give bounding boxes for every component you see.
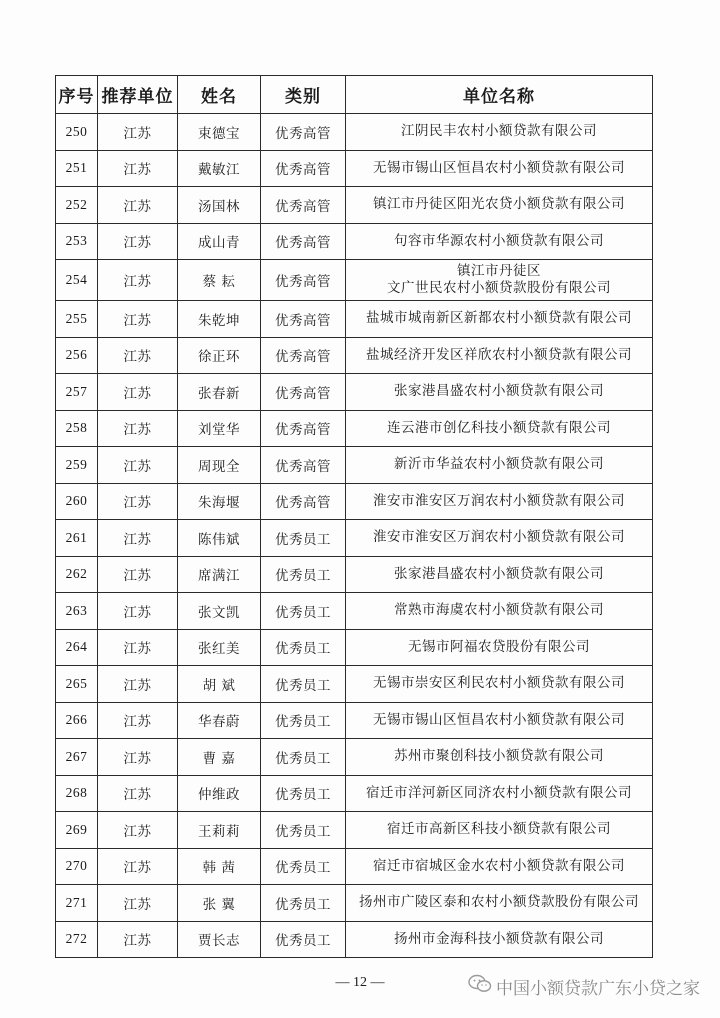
cell-name: 张春新	[178, 374, 261, 411]
cell-number: 251	[56, 150, 98, 187]
cell-category: 优秀员工	[261, 629, 346, 666]
cell-number: 252	[56, 187, 98, 224]
cell-unit-name: 无锡市阿福农贷股份有限公司	[346, 629, 653, 666]
table-row	[56, 702, 653, 739]
recipient-table	[55, 75, 653, 958]
cell-name: 汤国林	[178, 187, 261, 224]
cell-number: 256	[56, 337, 98, 374]
table-row	[56, 812, 653, 849]
cell-recommending-unit: 江苏	[98, 593, 178, 630]
cell-unit-name: 扬州市广陵区泰和农村小额贷款股份有限公司	[346, 885, 653, 922]
cell-unit-name: 连云港市创亿科技小额贷款有限公司	[346, 410, 653, 447]
header-number: 序号	[56, 76, 98, 114]
cell-recommending-unit: 江苏	[98, 337, 178, 374]
table-row	[56, 447, 653, 484]
table-row	[56, 483, 653, 520]
cell-recommending-unit: 江苏	[98, 666, 178, 703]
cell-recommending-unit: 江苏	[98, 775, 178, 812]
cell-number: 265	[56, 666, 98, 703]
cell-name: 张 翼	[178, 885, 261, 922]
watermark	[468, 974, 700, 999]
cell-unit-name: 句容市华源农村小额贷款有限公司	[346, 223, 653, 260]
cell-recommending-unit: 江苏	[98, 848, 178, 885]
cell-number: 264	[56, 629, 98, 666]
header-name: 姓名	[178, 76, 261, 114]
cell-unit-name: 宿迁市高新区科技小额贷款有限公司	[346, 812, 653, 849]
cell-unit-name: 新沂市华益农村小额贷款有限公司	[346, 447, 653, 484]
table-row	[56, 187, 653, 224]
cell-category: 优秀员工	[261, 556, 346, 593]
cell-unit-name: 常熟市海虞农村小额贷款有限公司	[346, 593, 653, 630]
cell-category: 优秀高管	[261, 260, 346, 301]
cell-unit-name: 宿迁市宿城区金水农村小额贷款有限公司	[346, 848, 653, 885]
cell-unit-name: 苏州市聚创科技小额贷款有限公司	[346, 739, 653, 776]
cell-recommending-unit: 江苏	[98, 629, 178, 666]
cell-name: 仲维政	[178, 775, 261, 812]
unit-name-line-1: 镇江市丹徒区	[457, 263, 541, 279]
cell-recommending-unit: 江苏	[98, 702, 178, 739]
cell-unit-name: 淮安市淮安区万润农村小额贷款有限公司	[346, 483, 653, 520]
page-number: — 12 —	[335, 975, 385, 990]
cell-category: 优秀高管	[261, 301, 346, 338]
cell-unit-name	[346, 260, 653, 301]
cell-category: 优秀高管	[261, 150, 346, 187]
cell-name: 王莉莉	[178, 812, 261, 849]
cell-name: 徐正环	[178, 337, 261, 374]
cell-name: 韩 茜	[178, 848, 261, 885]
cell-unit-name: 扬州市金海科技小额贷款有限公司	[346, 921, 653, 958]
cell-category: 优秀员工	[261, 812, 346, 849]
table-row	[56, 301, 653, 338]
cell-number: 261	[56, 520, 98, 557]
cell-category: 优秀员工	[261, 885, 346, 922]
cell-number: 263	[56, 593, 98, 630]
cell-unit-name: 宿迁市洋河新区同济农村小额贷款有限公司	[346, 775, 653, 812]
cell-number: 266	[56, 702, 98, 739]
cell-number: 269	[56, 812, 98, 849]
table-row	[56, 223, 653, 260]
table-row	[56, 885, 653, 922]
table-row	[56, 848, 653, 885]
table-row	[56, 921, 653, 958]
cell-name: 华春蔚	[178, 702, 261, 739]
cell-number: 262	[56, 556, 98, 593]
cell-number: 257	[56, 374, 98, 411]
table-row	[56, 739, 653, 776]
cell-category: 优秀高管	[261, 447, 346, 484]
table-row	[56, 114, 653, 151]
cell-recommending-unit: 江苏	[98, 260, 178, 301]
cell-category: 优秀高管	[261, 410, 346, 447]
cell-recommending-unit: 江苏	[98, 885, 178, 922]
cell-unit-name: 无锡市锡山区恒昌农村小额贷款有限公司	[346, 150, 653, 187]
cell-recommending-unit: 江苏	[98, 447, 178, 484]
cell-name: 蔡 耘	[178, 260, 261, 301]
cell-number: 258	[56, 410, 98, 447]
cell-name: 曹 嘉	[178, 739, 261, 776]
cell-name: 胡 斌	[178, 666, 261, 703]
cell-name: 刘堂华	[178, 410, 261, 447]
cell-unit-name: 盐城市城南新区新都农村小额贷款有限公司	[346, 301, 653, 338]
cell-category: 优秀员工	[261, 702, 346, 739]
table-row	[56, 337, 653, 374]
cell-category: 优秀高管	[261, 374, 346, 411]
cell-recommending-unit: 江苏	[98, 921, 178, 958]
cell-recommending-unit: 江苏	[98, 812, 178, 849]
cell-number: 272	[56, 921, 98, 958]
table-row	[56, 150, 653, 187]
cell-number: 254	[56, 260, 98, 301]
cell-recommending-unit: 江苏	[98, 410, 178, 447]
table-row	[56, 666, 653, 703]
cell-unit-name: 盐城经济开发区祥欣农村小额贷款有限公司	[346, 337, 653, 374]
cell-category: 优秀高管	[261, 483, 346, 520]
cell-recommending-unit: 江苏	[98, 301, 178, 338]
header-unit-name: 单位名称	[346, 76, 653, 114]
table-row	[56, 593, 653, 630]
table-row	[56, 260, 653, 301]
cell-unit-name: 张家港昌盛农村小额贷款有限公司	[346, 374, 653, 411]
table-row	[56, 520, 653, 557]
cell-unit-name: 淮安市淮安区万润农村小额贷款有限公司	[346, 520, 653, 557]
wechat-icon	[468, 974, 492, 999]
header-recommending-unit: 推荐单位	[98, 76, 178, 114]
unit-name-line-2: 文广世民农村小额贷款股份有限公司	[387, 280, 611, 296]
table-header-row	[56, 76, 653, 114]
cell-recommending-unit: 江苏	[98, 739, 178, 776]
cell-name: 朱海堰	[178, 483, 261, 520]
cell-number: 260	[56, 483, 98, 520]
cell-category: 优秀员工	[261, 848, 346, 885]
cell-recommending-unit: 江苏	[98, 150, 178, 187]
cell-unit-name: 镇江市丹徒区阳光农贷小额贷款有限公司	[346, 187, 653, 224]
cell-name: 陈伟斌	[178, 520, 261, 557]
cell-number: 268	[56, 775, 98, 812]
cell-number: 270	[56, 848, 98, 885]
cell-category: 优秀员工	[261, 775, 346, 812]
cell-number: 253	[56, 223, 98, 260]
cell-unit-name: 张家港昌盛农村小额贷款有限公司	[346, 556, 653, 593]
cell-recommending-unit: 江苏	[98, 187, 178, 224]
cell-name: 束德宝	[178, 114, 261, 151]
cell-category: 优秀高管	[261, 187, 346, 224]
cell-name: 周现全	[178, 447, 261, 484]
cell-category: 优秀高管	[261, 223, 346, 260]
cell-number: 255	[56, 301, 98, 338]
table-row	[56, 374, 653, 411]
cell-unit-name: 无锡市锡山区恒昌农村小额贷款有限公司	[346, 702, 653, 739]
cell-category: 优秀高管	[261, 114, 346, 151]
cell-category: 优秀高管	[261, 337, 346, 374]
cell-recommending-unit: 江苏	[98, 114, 178, 151]
cell-category: 优秀员工	[261, 739, 346, 776]
table-row	[56, 410, 653, 447]
cell-category: 优秀员工	[261, 921, 346, 958]
cell-name: 成山青	[178, 223, 261, 260]
cell-recommending-unit: 江苏	[98, 374, 178, 411]
cell-recommending-unit: 江苏	[98, 520, 178, 557]
cell-number: 271	[56, 885, 98, 922]
table-row	[56, 629, 653, 666]
cell-name: 张文凯	[178, 593, 261, 630]
header-category: 类别	[261, 76, 346, 114]
cell-name: 贾长志	[178, 921, 261, 958]
cell-category: 优秀员工	[261, 520, 346, 557]
cell-name: 朱乾坤	[178, 301, 261, 338]
table-row	[56, 556, 653, 593]
cell-number: 259	[56, 447, 98, 484]
cell-unit-name: 无锡市崇安区利民农村小额贷款有限公司	[346, 666, 653, 703]
cell-recommending-unit: 江苏	[98, 556, 178, 593]
cell-name: 席满江	[178, 556, 261, 593]
cell-name: 戴敏江	[178, 150, 261, 187]
watermark-text: 中国小额贷款广东小贷之家	[496, 979, 700, 999]
table-row	[56, 775, 653, 812]
cell-unit-name: 江阴民丰农村小额贷款有限公司	[346, 114, 653, 151]
cell-number: 267	[56, 739, 98, 776]
cell-recommending-unit: 江苏	[98, 483, 178, 520]
cell-name: 张红美	[178, 629, 261, 666]
cell-recommending-unit: 江苏	[98, 223, 178, 260]
cell-category: 优秀员工	[261, 593, 346, 630]
cell-number: 250	[56, 114, 98, 151]
cell-category: 优秀员工	[261, 666, 346, 703]
